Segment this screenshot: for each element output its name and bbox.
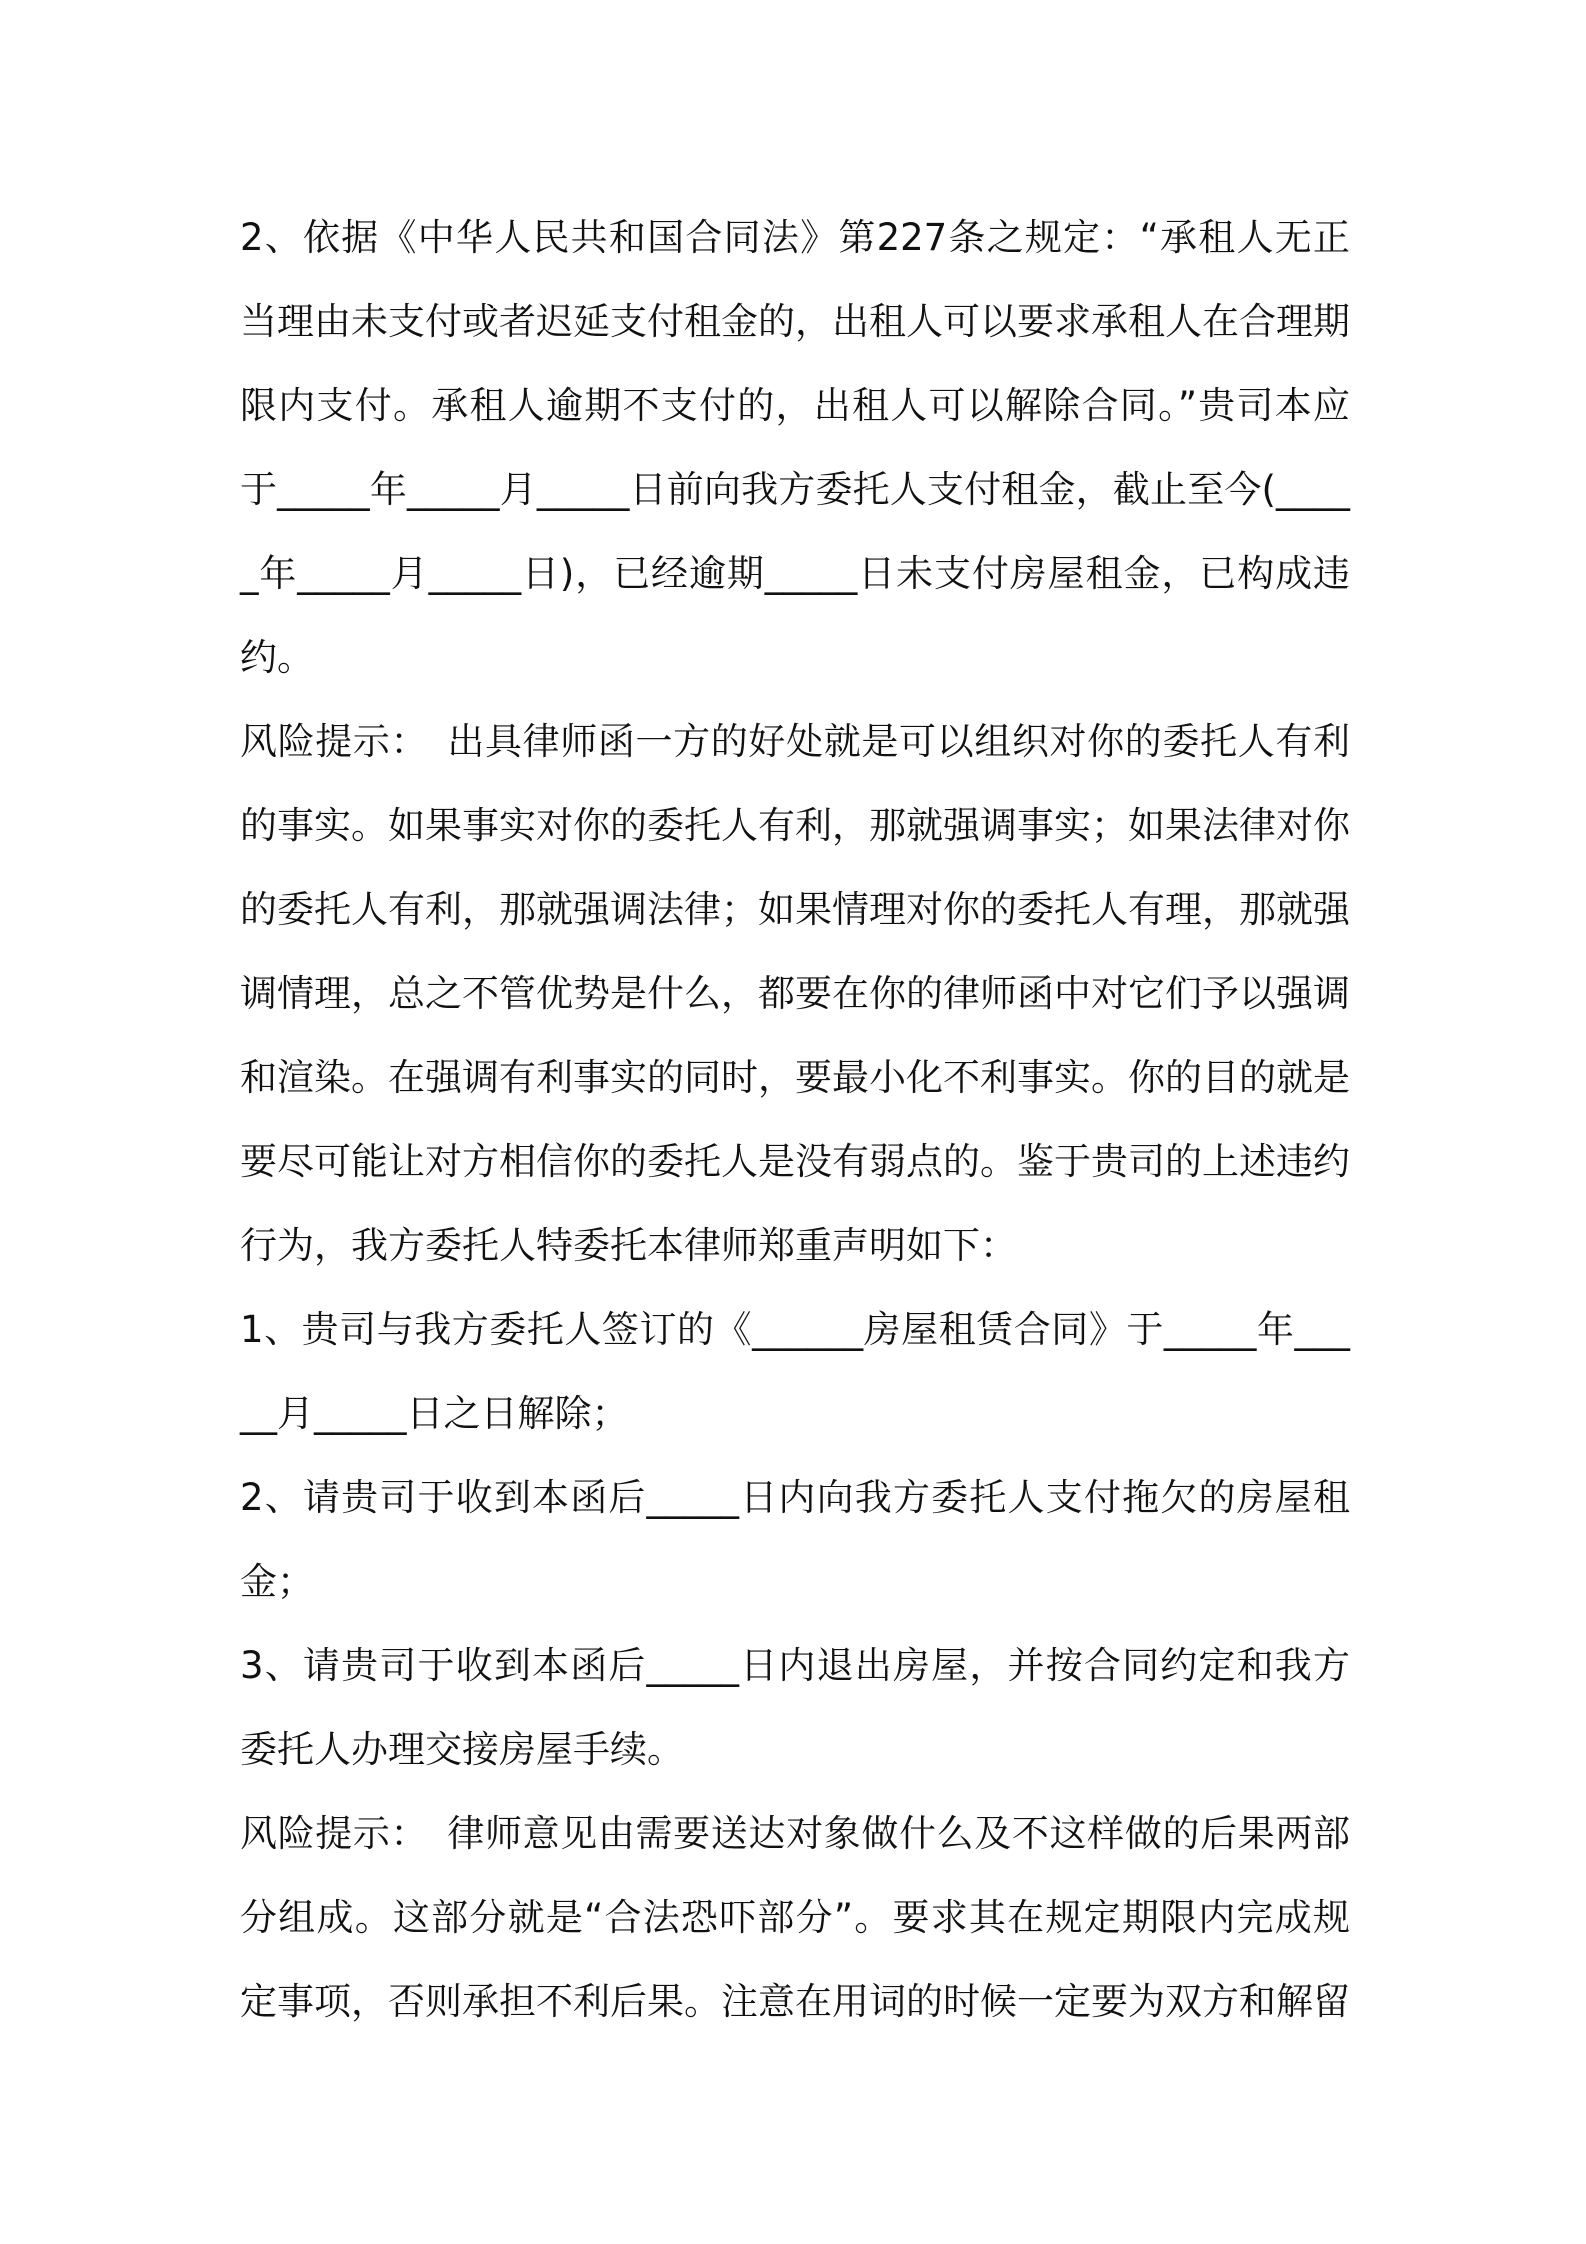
paragraph-risk-tip-favorable-facts: 风险提示： 出具律师函一方的好处就是可以组织对你的委托人有利的事实。如果事实对你的委托人有利，那就强调事实；如果法律对你的委托人有利，那就强调法律；如果情理对你的委托人有理，那就强调情理，总之不管优势是什么，都要在你的律师函中对它们予以强调和渲染。在强调有利事实的同时，要最小化不利事实。你的目的就是要尽可能让对方相信你的委托人是没有弱点的。鉴于贵司的上述违约行为，我方委托人特委托本律师郑重声明如下： (240, 720, 1350, 1267)
paragraph-demand-1-terminate-contract: 1、贵司与我方委托人签订的《______房屋租赁合同》于_____年_____月_____日之日解除； (240, 1308, 1350, 1435)
paragraph-demand-3-vacate-premises: 3、请贵司于收到本函后_____日内退出房屋，并按合同约定和我方委托人办理交接房屋手续。 (240, 1644, 1350, 1771)
paragraph-contract-law-article: 2、依据《中华人民共和国合同法》第227条之规定：“承租人无正当理由未支付或者迟延支付租金的，出租人可以要求承租人在合理期限内支付。承租人逾期不支付的，出租人可以解除合同。”贵司本应于_____年_____月_____日前向我方委托人支付租金，截止至今(_____年_____月_____日)，已经逾期_____日未支付房屋租金，已构成违约。 (240, 216, 1350, 679)
paragraph-demand-2-pay-rent: 2、请贵司于收到本函后_____日内向我方委托人支付拖欠的房屋租金； (240, 1476, 1350, 1603)
paragraph-risk-tip-lawyer-opinion: 风险提示： 律师意见由需要送达对象做什么及不这样做的后果两部分组成。这部分就是“合法恐吓部分”。要求其在规定期限内完成规定事项，否则承担不利后果。注意在用词的时候一定要为双方和解留 (240, 1812, 1350, 2023)
document-body (240, 196, 1350, 2044)
